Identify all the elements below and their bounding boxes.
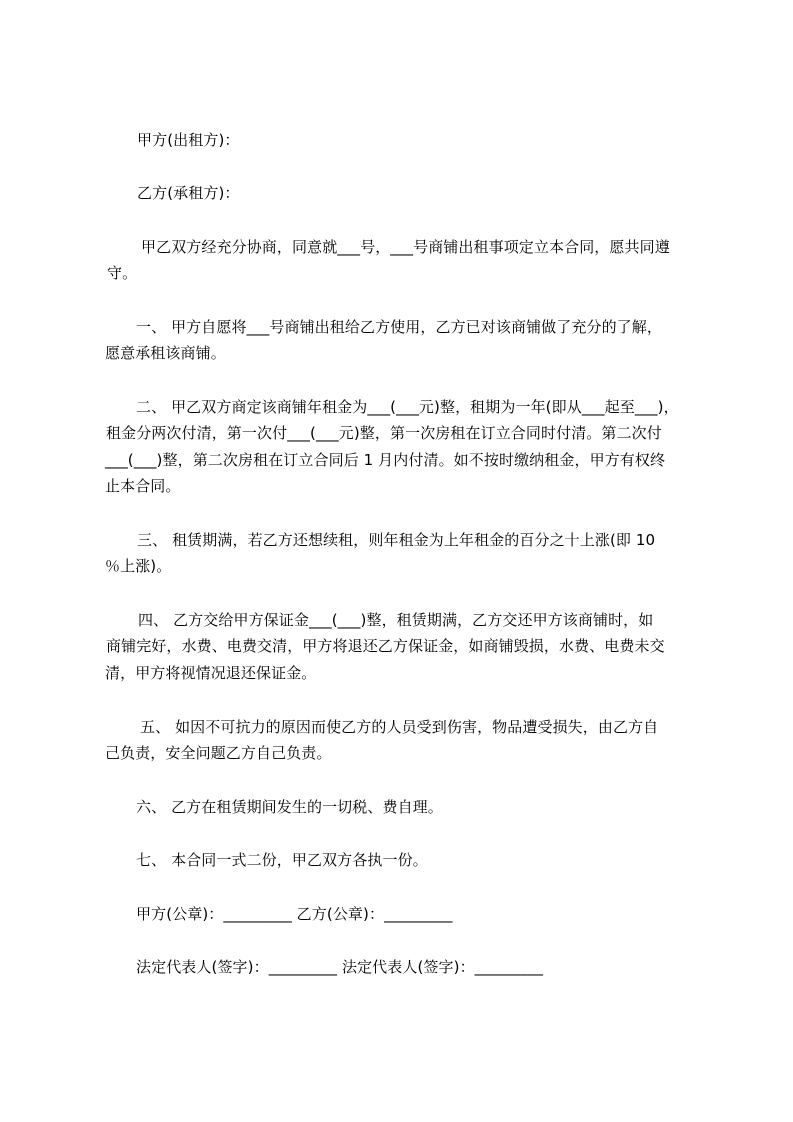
intro-line-2: 守。 [107,264,138,282]
clause-6: 六、 乙方在租赁期间发生的一切税、费自理。 [136,798,443,816]
clause-4-line-2: 商铺完好，水费、电费交清，甲方将退还乙方保证金，如商铺毁损，水费、电费未交 [106,637,665,655]
representative-signature-line: 法定代表人(签字)：_________ 法定代表人(签字)：_________ [136,958,544,976]
clause-1-line-1: 一、 甲方自愿将___号商铺出租给乙方使用，乙方已对该商铺做了充分的了解， [136,318,662,336]
party-a-label: 甲方(出租方)： [137,131,240,149]
clause-3-line-1: 三、 租赁期满，若乙方还想续租，则年租金为上年租金的百分之十上涨(即 10 [137,531,656,549]
clause-4-line-1: 四、 乙方交给甲方保证金___(___)整，租赁期满，乙方交还甲方该商铺时，如 [138,611,654,629]
seal-signature-line: 甲方(公章)：_________ 乙方(公章)：_________ [136,905,453,923]
clause-5-line-2: 己负责，安全问题乙方自己负责。 [105,744,332,762]
clause-5-line-1: 五、 如因不可抗力的原因而使乙方的人员受到伤害，物品遭受损失，由乙方自 [140,718,659,736]
clause-1-line-2: 愿意承租该商铺。 [105,344,226,362]
intro-line-1: 甲乙双方经充分协商，同意就___号，___号商铺出租事项定立本合同，愿共同遵 [141,238,670,256]
clause-2-line-4: 止本合同。 [105,477,181,495]
clause-7: 七、 本合同一式二份，甲乙双方各执一份。 [136,851,428,869]
clause-2-line-3: ___(___)整，第二次房租在订立合同后 1 月内付清。如不按时缴纳租金，甲方有权终 [105,451,666,469]
party-b-label: 乙方(承租方)： [137,184,240,202]
clause-2-line-2: 租金分两次付清，第一次付___(___元)整，第一次房租在订立合同时付清。第二次付 [106,424,662,442]
clause-2-line-1: 二、 甲乙双方商定该商铺年租金为___(___元)整，租期为一年(即从___起至___)， [136,398,679,416]
clause-4-line-3: 清，甲方将视情况退还保证金。 [105,664,317,682]
clause-3-line-2: ％上涨)。 [105,557,172,575]
